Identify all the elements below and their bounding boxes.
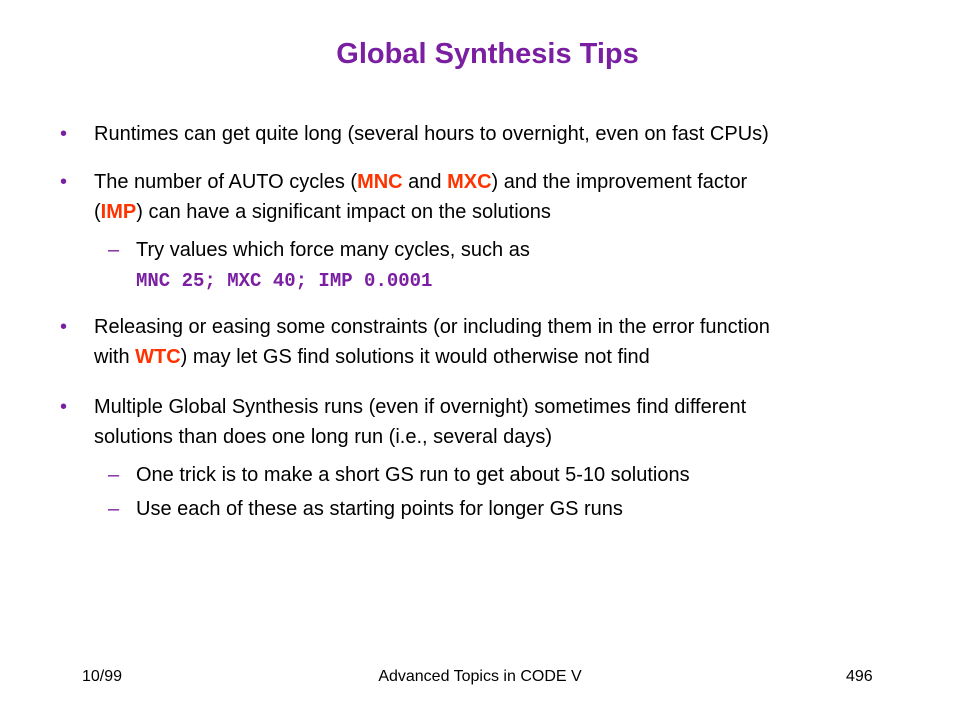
text-span: ) may let GS find solutions it would otherwise not find bbox=[180, 346, 650, 368]
text-span: and bbox=[402, 171, 448, 193]
keyword-mxc: MXC bbox=[447, 171, 492, 193]
text-span: with bbox=[94, 346, 136, 368]
text-span: solutions than does one long run (i.e., several days) bbox=[94, 426, 553, 448]
bullet-constraints bbox=[94, 312, 924, 372]
sub-bullet-short-run: One trick is to make a short GS run to get about 5-10 solutions bbox=[136, 464, 690, 486]
footer-course: Advanced Topics in CODE V bbox=[378, 668, 582, 685]
code-example: MNC 25; MXC 40; IMP 0.0001 bbox=[136, 270, 433, 292]
text-span: ) can have a significant impact on the solutions bbox=[136, 201, 551, 223]
bullet-multiple-runs bbox=[94, 392, 924, 452]
bullet-marker: • bbox=[60, 123, 68, 145]
footer-date: 10/99 bbox=[82, 668, 123, 685]
text-span: Multiple Global Synthesis runs (even if overnight) sometimes find different bbox=[94, 396, 747, 418]
bullet-marker: • bbox=[60, 171, 68, 193]
text-span: ) and the improvement factor bbox=[491, 171, 748, 193]
keyword-imp: IMP bbox=[100, 201, 137, 223]
dash-marker: – bbox=[108, 498, 120, 520]
text-span: Try values which force many cycles, such as bbox=[136, 239, 530, 261]
sub-bullet-try-values bbox=[136, 235, 916, 296]
text-span: The number of AUTO cycles ( bbox=[94, 171, 358, 193]
bullet-auto-cycles bbox=[94, 167, 924, 227]
dash-marker: – bbox=[108, 239, 120, 261]
bullet-runtimes: Runtimes can get quite long (several hours to overnight, even on fast CPUs) bbox=[94, 123, 769, 145]
keyword-wtc: WTC bbox=[135, 346, 181, 368]
bullet-marker: • bbox=[60, 316, 68, 338]
text-span: Releasing or easing some constraints (or including them in the error function bbox=[94, 316, 770, 338]
sub-bullet-starting-points: Use each of these as starting points for longer GS runs bbox=[136, 498, 623, 520]
dash-marker: – bbox=[108, 464, 120, 486]
slide-title: Global Synthesis Tips bbox=[336, 38, 639, 70]
bullet-marker: • bbox=[60, 396, 68, 418]
keyword-mnc: MNC bbox=[357, 171, 403, 193]
footer-page-number: 496 bbox=[846, 668, 873, 685]
text-span: ( bbox=[94, 201, 101, 223]
